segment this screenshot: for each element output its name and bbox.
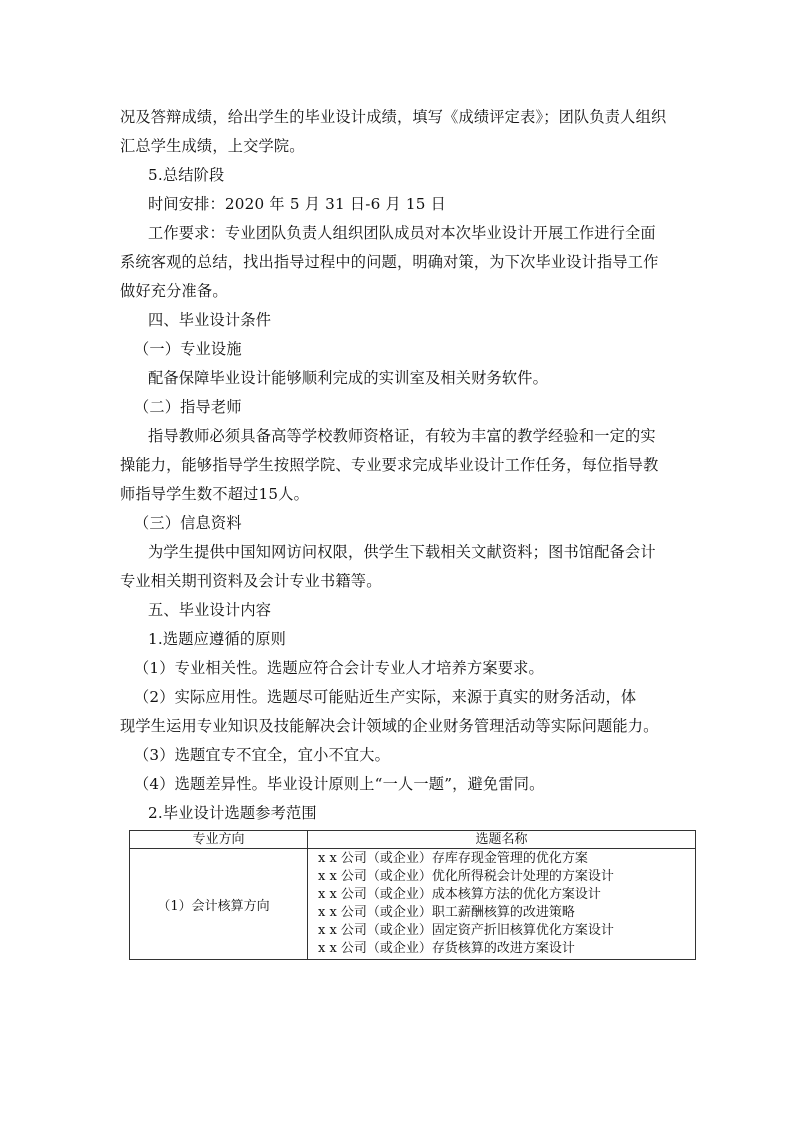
paragraph-line: 2.毕业设计选题参考范围 bbox=[148, 804, 317, 822]
header-topic-name: 选题名称 bbox=[308, 831, 696, 849]
paragraph-line: 为学生提供中国知网访问权限，供学生下载相关文献资料；图书馆配备会计 bbox=[148, 543, 656, 561]
paragraph-line: （1）专业相关性。选题应符合会计专业人才培养方案要求。 bbox=[134, 659, 544, 677]
paragraph-line: （二）指导老师 bbox=[134, 398, 242, 416]
paragraph-line: （一）专业设施 bbox=[134, 340, 242, 358]
paragraph-line: 5.总结阶段 bbox=[148, 166, 225, 184]
paragraph-line: 系统客观的总结，找出指导过程中的问题，明确对策，为下次毕业设计指导工作 bbox=[120, 253, 659, 271]
topic-item: x x 公司（或企业）固定资产折旧核算优化方案设计 bbox=[318, 923, 614, 938]
paragraph-line: 工作要求：专业团队负责人组织团队成员对本次毕业设计开展工作进行全面 bbox=[148, 224, 656, 242]
paragraph-line: 时间安排：2020 年 5 月 31 日-6 月 15 日 bbox=[148, 195, 447, 213]
topic-item: x x 公司（或企业）职工薪酬核算的改进策略 bbox=[318, 905, 575, 920]
paragraph-line: 配备保障毕业设计能够顺利完成的实训室及相关财务软件。 bbox=[148, 369, 549, 387]
paragraph-line: 操能力，能够指导学生按照学院、专业要求完成毕业设计工作任务，每位指导教 bbox=[120, 456, 659, 474]
document-body bbox=[120, 103, 680, 828]
topic-reference-table bbox=[129, 830, 696, 960]
paragraph-line: （4）选题差异性。毕业设计原则上“一人一题”，避免雷同。 bbox=[134, 775, 545, 793]
table-header-row bbox=[130, 831, 696, 849]
paragraph-line: 况及答辩成绩，给出学生的毕业设计成绩，填写《成绩评定表》；团队负责人组织 bbox=[120, 108, 667, 126]
paragraph-line: 1.选题应遵循的原则 bbox=[148, 630, 286, 648]
paragraph-line: 做好充分准备。 bbox=[120, 282, 228, 300]
header-major-direction: 专业方向 bbox=[130, 831, 308, 849]
topic-item: x x 公司（或企业）存货核算的改进方案设计 bbox=[318, 941, 575, 956]
paragraph-line: 五、毕业设计内容 bbox=[148, 601, 272, 619]
paragraph-line: 师指导学生数不超过15人。 bbox=[120, 485, 309, 503]
paragraph-line: 现学生运用专业知识及技能解决会计领域的企业财务管理活动等实际问题能力。 bbox=[120, 717, 659, 735]
topic-item: x x 公司（或企业）优化所得税会计处理的方案设计 bbox=[318, 869, 614, 884]
paragraph-line: 汇总学生成绩，上交学院。 bbox=[120, 137, 305, 155]
topics-cell bbox=[308, 849, 696, 960]
paragraph-line: 专业相关期刊资料及会计专业书籍等。 bbox=[120, 572, 382, 590]
topic-item: x x 公司（或企业）成本核算方法的优化方案设计 bbox=[318, 887, 601, 902]
paragraph-line: （2）实际应用性。选题尽可能贴近生产实际，来源于真实的财务活动，体 bbox=[134, 688, 637, 706]
table-row bbox=[130, 849, 696, 960]
paragraph-line: （三）信息资料 bbox=[134, 514, 242, 532]
paragraph-line: 四、毕业设计条件 bbox=[148, 311, 272, 329]
paragraph-line: 指导教师必须具备高等学校教师资格证，有较为丰富的教学经验和一定的实 bbox=[148, 427, 656, 445]
major-direction-cell: （1）会计核算方向 bbox=[130, 849, 308, 960]
topic-item: x x 公司（或企业）存库存现金管理的优化方案 bbox=[318, 851, 588, 866]
paragraph-line: （3）选题宜专不宜全，宜小不宜大。 bbox=[134, 746, 391, 764]
